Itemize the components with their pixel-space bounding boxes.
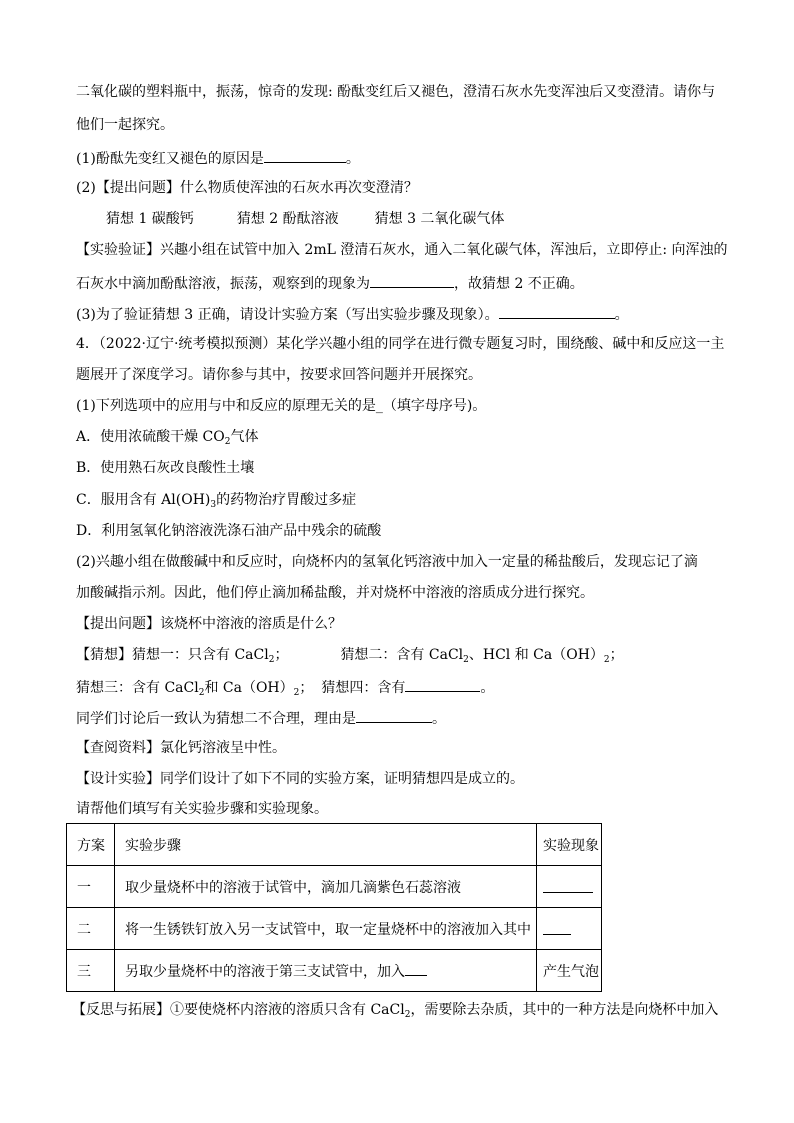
hypothesis-line-1: 【猜想】猜想一：只含有 CaCl$_2$； 猜想二：含有 CaCl$_2$、HCl 和 $Ca(OH)_2$； — [76, 647, 624, 665]
option-b: B．使用熟石灰改良酸性土壤 — [76, 460, 255, 476]
question-2: (2)【提出问题】什么物质使浑浊的石灰水再次变澄清？ — [76, 180, 418, 196]
discussion-line: 同学们讨论后一致认为猜想二不合理，理由是 。 — [76, 707, 446, 729]
header-step: 实验步骤 — [115, 824, 537, 866]
verification-line-2: 石灰水中滴加酚酞溶液，振荡，观察到的现象为 ，故猜想 2 不正确。 — [76, 272, 584, 294]
experiment-table — [66, 823, 602, 992]
hypothesis-line-2: 猜想三：含有 CaCl$_2$和 $Ca(OH)_2$； 猜想四：含有 。 — [76, 676, 494, 698]
reference-info: 【查阅资料】氯化钙溶液呈中性。 — [76, 740, 286, 756]
answer-blank[interactable] — [405, 960, 427, 976]
problem-4-intro-2: 题展开了深度学习。请你参与其中，按要求回答问题并开展探究。 — [76, 367, 482, 383]
question-1: (1)酚酞先变红又褪色的原因是 。 — [76, 147, 360, 169]
guess-list — [106, 209, 504, 229]
step-cell: 取少量烧杯中的溶液于试管中，滴加几滴紫色石蕊溶液 — [115, 866, 537, 908]
problem-4-question-2: (2)兴趣小组在做酸碱中和反应时，向烧杯内的氢氧化钙溶液中加入一定量的稀盐酸后，发现忘记了滴 — [76, 554, 698, 570]
result-cell — [537, 866, 602, 908]
option-c: C．服用含有 $Al(OH)_3$的药物治疗胃酸过多症 — [76, 492, 357, 510]
header-plan: 方案 — [67, 824, 115, 866]
answer-blank[interactable] — [356, 707, 432, 723]
answer-blank[interactable] — [543, 919, 571, 935]
result-cell — [537, 908, 602, 950]
step-cell: 将一生锈铁钉放入另一支试管中，取一定量烧杯中的溶液加入其中 — [115, 908, 537, 950]
reflection-line: 【反思与拓展】①要使烧杯内溶液的溶质只含有 CaCl$_2$，需要除去杂质，其中的一种方法是向烧杯中加入 — [72, 1002, 719, 1020]
table-header-row — [67, 824, 602, 866]
option-d: D．利用氢氧化钠溶液洗涤石油产品中残余的硫酸 — [76, 523, 382, 539]
problem-4-question-1: (1)下列选项中的应用与中和反应的原理无关的是_（填字母序号)。 — [76, 398, 487, 414]
paragraph-line: 他们一起探究。 — [76, 117, 174, 133]
answer-blank[interactable] — [499, 303, 615, 319]
guess-2: 猜想 2 酚酞溶液 — [236, 211, 339, 227]
paragraph-line: 二氧化碳的塑料瓶中，振荡，惊奇的发现: 酚酞变红后又褪色，澄清石灰水先变浑浊后又变澄清。请你与 — [76, 84, 716, 100]
question-3: (3)为了验证猜想 3 正确，请设计实验方案（写出实验步骤及现象）。 。 — [76, 303, 629, 325]
plan-cell: 一 — [67, 866, 115, 908]
plan-cell: 三 — [67, 950, 115, 992]
plan-cell: 二 — [67, 908, 115, 950]
option-a: A．使用浓硫酸干燥 $CO_2$气体 — [76, 429, 259, 447]
answer-blank[interactable] — [405, 676, 480, 692]
answer-blank[interactable] — [264, 147, 346, 163]
answer-blank[interactable] — [370, 272, 454, 288]
answer-blank[interactable] — [543, 877, 593, 893]
raise-question: 【提出问题】该烧杯中溶液的溶质是什么？ — [76, 616, 342, 632]
table-row — [67, 908, 602, 950]
header-result: 实验现象 — [537, 824, 602, 866]
design-experiment: 【设计实验】同学们设计了如下不同的实验方案，证明猜想四是成立的。 — [76, 771, 524, 787]
guess-1: 猜想 1 碳酸钙 — [106, 211, 194, 227]
result-cell: 产生气泡 — [537, 950, 602, 992]
problem-4-intro: 4．（2022·辽宁·统考模拟预测）某化学兴趣小组的同学在进行微专题复习时，围绕酸、碱中和反应这一主 — [76, 336, 725, 352]
problem-4-question-2-cont: 加酸碱指示剂。因此，他们停止滴加稀盐酸，并对烧杯中溶液的溶质成分进行探究。 — [76, 585, 594, 601]
table-row — [67, 866, 602, 908]
fill-instruction: 请帮他们填写有关实验步骤和实验现象。 — [76, 801, 328, 817]
table-row — [67, 950, 602, 992]
step-cell: 另取少量烧杯中的溶液于第三支试管中，加入 — [115, 950, 537, 992]
verification-line: 【实验验证】兴趣小组在试管中加入 2mL 澄清石灰水，通入二氧化碳气体，浑浊后，立即停止: 向浑浊的 — [76, 242, 728, 258]
guess-3: 猜想 3 二氧化碳气体 — [374, 211, 505, 227]
